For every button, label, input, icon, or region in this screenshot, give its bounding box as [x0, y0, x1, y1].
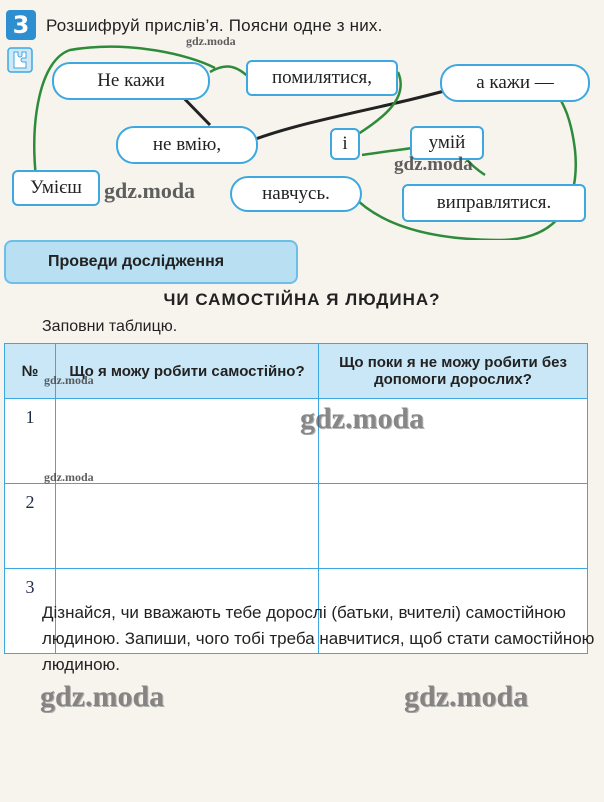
can-do-cell[interactable] — [56, 399, 319, 484]
watermark: gdz.moda — [104, 178, 196, 203]
row-number: 2 — [5, 484, 56, 569]
cannot-do-cell[interactable] — [319, 484, 588, 569]
table-row — [5, 484, 588, 569]
watermark: gdz.moda — [186, 34, 236, 48]
word-navchus: навчусь. — [230, 176, 362, 212]
can-do-cell[interactable] — [56, 484, 319, 569]
row-number: 3 — [5, 569, 56, 654]
row-number: 1 — [5, 399, 56, 484]
watermark: gdz.moda — [394, 154, 473, 175]
watermark: gdz.moda — [44, 470, 94, 484]
table-header-row — [5, 344, 588, 399]
watermark: gdz.moda — [404, 680, 529, 713]
task-instruction: Розшифруй прислів’я. Поясни одне з них. — [46, 16, 383, 35]
fill-table-label: Заповни таблицю. — [42, 318, 178, 335]
task-number-badge: 3 — [6, 10, 36, 40]
survey-title: ЧИ САМОСТІЙНА Я ЛЮДИНА? — [163, 290, 441, 309]
bottom-task-text: Дізнайся, чи вважають тебе дорослі (батьки, вчителі) самостійною людиною. Запиши, чого тобі треба навчитися, щоб стати самостійною людиною. — [42, 603, 595, 674]
word-umiy: умій — [410, 126, 484, 160]
header-can-do: Що я можу робити самостійно? — [56, 344, 319, 399]
watermark: gdz.moda — [40, 680, 165, 713]
watermark: gdz.moda — [44, 373, 94, 387]
header-cannot-do: Що поки я не можу робити без допомоги дорослих? — [319, 344, 588, 399]
word-a-kazhy: а кажи — — [440, 64, 590, 102]
word-i: і — [330, 128, 360, 160]
word-vypravlyatysya: виправлятися. — [402, 184, 586, 222]
watermark: gdz.moda — [300, 402, 425, 435]
header-number: № — [5, 344, 56, 399]
word-ne-vmiyu: не вмію, — [116, 126, 258, 164]
word-ne-kazhy: Не кажи — [52, 62, 210, 100]
research-banner: Проведи дослідження — [4, 240, 298, 284]
word-umiesh: Умієш — [12, 170, 100, 206]
word-pomylyatysya: помилятися, — [246, 60, 398, 96]
